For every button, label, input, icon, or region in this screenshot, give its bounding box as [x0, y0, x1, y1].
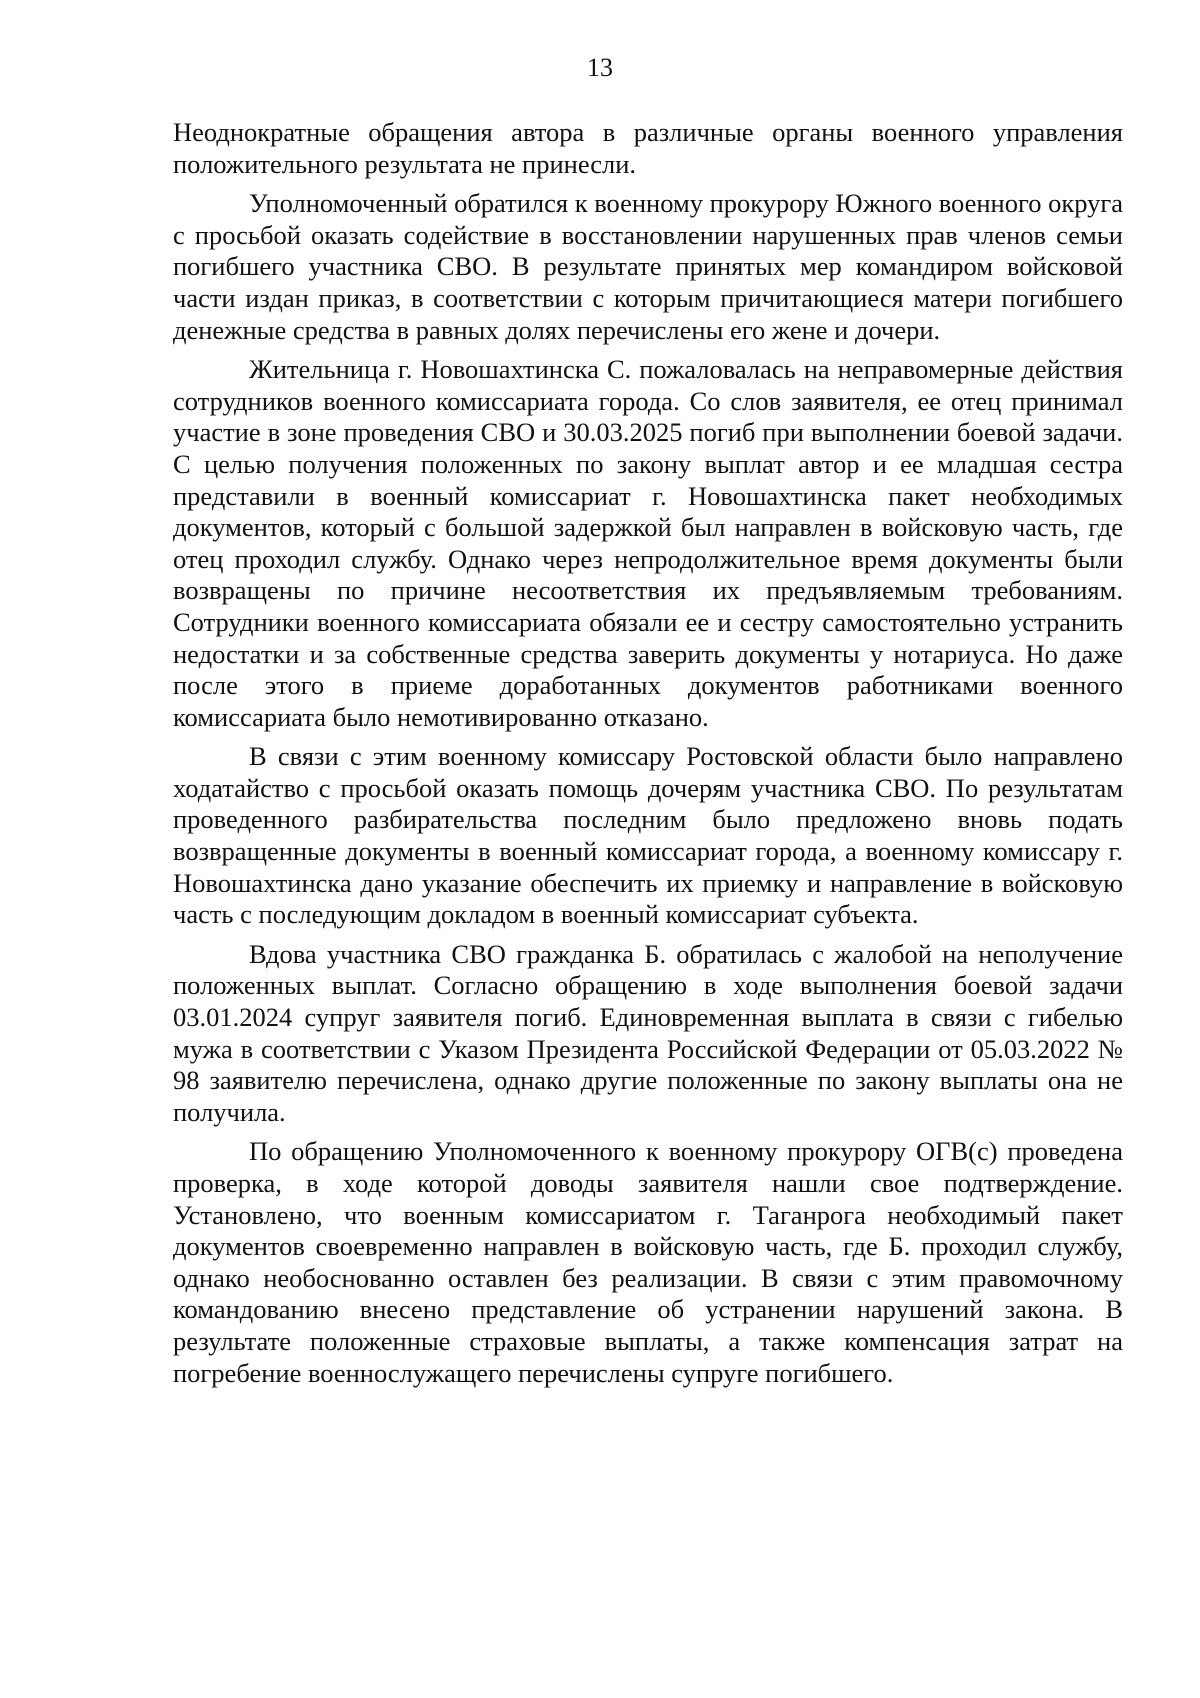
document-body	[173, 117, 1123, 1397]
paragraph-1: Неоднократные обращения автора в различные органы военного управления положительного результата не принесли.	[173, 117, 1123, 179]
paragraph-4: В связи с этим военному комиссару Ростовской области было направлено ходатайство с просьбой оказать помощь дочерям участника СВО. По результатам проведенного разбирательства последним было предложено вновь подать возвращенные документы в военный комиссариат города, а военному комиссару г. Новошахтинска дано указание обеспечить их приемку и направление в войсковую часть с последующим докладом в военный комиссариат субъекта.	[173, 741, 1123, 930]
paragraph-5: Вдова участника СВО гражданка Б. обратилась с жалобой на неполучение положенных выплат. Согласно обращению в ходе выполнения боевой задачи 03.01.2024 супруг заявителя погиб. Единовременная выплата в связи с гибелью мужа в соответствии с Указом Президента Российской Федерации от 05.03.2022 № 98 заявителю перечислена, однако другие положенные по закону выплаты она не получила.	[173, 938, 1123, 1127]
paragraph-6: По обращению Уполномоченного к военному прокурору ОГВ(с) проведена проверка, в ходе которой доводы заявителя нашли свое подтверждение. Установлено, что военным комиссариатом г. Таганрога необходимый пакет документов своевременно направлен в войсковую часть, где Б. проходил службу, однако необоснованно оставлен без реализации. В связи с этим правомочному командованию внесено представление об устранении нарушений закона. В результате положенные страховые выплаты, а также компенсация затрат на погребение военнослужащего перечислены супруге погибшего.	[173, 1136, 1123, 1388]
paragraph-2: Уполномоченный обратился к военному прокурору Южного военного округа с просьбой оказать содействие в восстановлении нарушенных прав членов семьи погибшего участника СВО. В результате принятых мер командиром войсковой части издан приказ, в соответствии с которым причитающиеся матери погибшего денежные средства в равных долях перечислены его жене и дочери.	[173, 188, 1123, 345]
paragraph-3: Жительница г. Новошахтинска С. пожаловалась на неправомерные действия сотрудников военного комиссариата города. Со слов заявителя, ее отец принимал участие в зоне проведения СВО и 30.03.2025 погиб при выполнении боевой задачи. С целью получения положенных по закону выплат автор и ее младшая сестра представили в военный комиссариат г. Новошахтинска пакет необходимых документов, который с большой задержкой был направлен в войсковую часть, где отец проходил службу. Однако через непродолжительное время документы были возвращены по причине несоответствия их предъявляемым требованиям. Сотрудники военного комиссариата обязали ее и сестру самостоятельно устранить недостатки и за собственные средства заверить документы у нотариуса. Но даже после этого в приеме доработанных документов работниками военного комиссариата было немотивированно отказано.	[173, 354, 1123, 732]
page-number: 13	[587, 53, 613, 82]
